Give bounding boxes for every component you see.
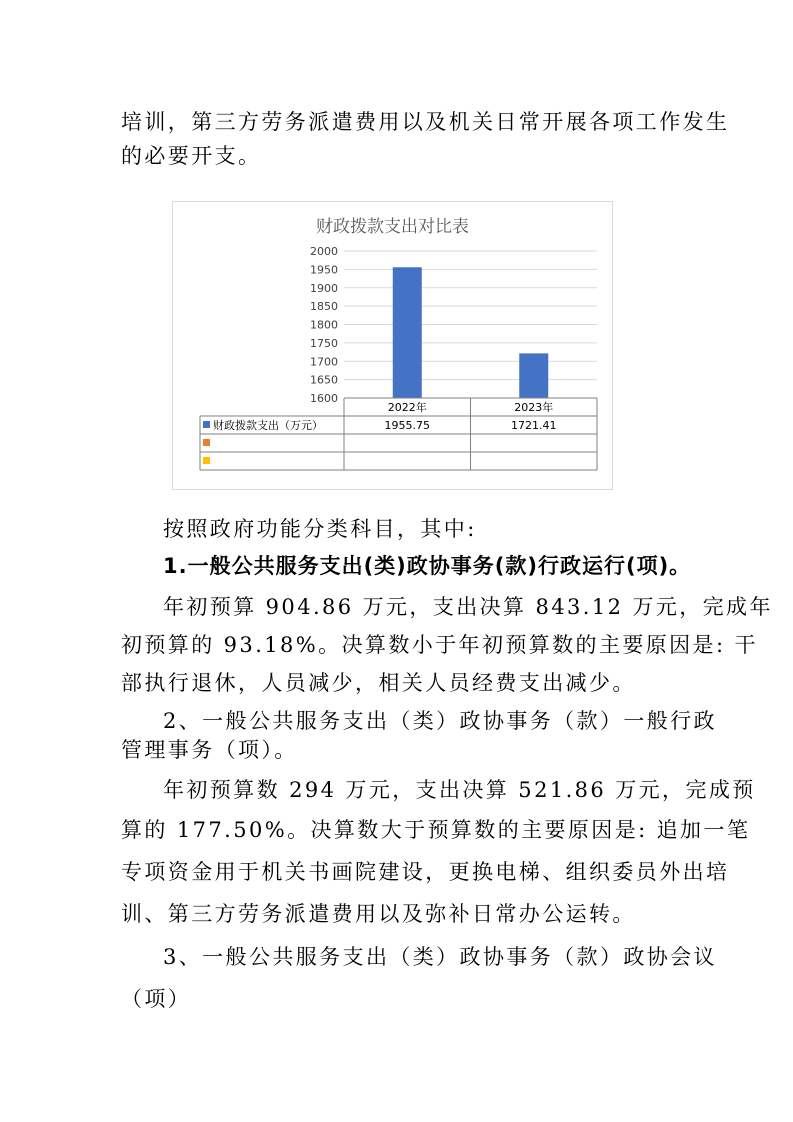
paragraph-3-line-2: 初预算的 93.18%。决算数小于年初预算数的主要原因是: 干: [121, 633, 758, 657]
y-tick-label: 1750: [310, 336, 338, 350]
bar: [393, 267, 422, 398]
paragraph-4-line-1: 年初预算数 294 万元，支出决算 521.86 万元，完成预: [163, 778, 756, 802]
bar-chart: [173, 202, 612, 489]
paragraph-2: 按照政府功能分类科目，其中:: [163, 517, 477, 541]
y-tick-label: 1700: [310, 355, 338, 369]
y-tick-label: 1850: [310, 300, 338, 314]
paragraph-3-line-1: 年初预算 904.86 万元，支出决算 843.12 万元，完成年: [163, 595, 773, 619]
x-category-label: 2023年: [514, 401, 554, 414]
paragraph-3-line-3: 部执行退休，人员减少，相关人员经费支出减少。: [121, 671, 636, 695]
y-tick-label: 1950: [310, 263, 338, 277]
heading-2-line-2: 管理事务（项）。: [121, 738, 298, 762]
heading-3-line-2: （项）: [121, 987, 192, 1011]
legend-key: [203, 421, 210, 428]
data-label: 1955.75: [384, 419, 430, 432]
heading-2-line-1: 2、一般公共服务支出（类）政协事务（款）一般行政: [163, 709, 717, 733]
paragraph-4-line-2: 算的 177.50%。决算数大于预算数的主要原因是: 追加一笔: [121, 818, 751, 842]
data-label: 1721.41: [511, 419, 557, 432]
chart-container: [172, 201, 613, 490]
y-tick-label: 1900: [310, 281, 338, 295]
y-tick-label: 1600: [310, 392, 338, 405]
x-category-label: 2022年: [387, 401, 427, 414]
paragraph-4-line-4: 训、第三方劳务派遣费用以及弥补日常办公运转。: [121, 902, 636, 926]
legend-key: [203, 439, 210, 446]
paragraph-4-line-3: 专项资金用于机关书画院建设，更换电梯、组织委员外出培: [121, 860, 730, 884]
bar: [519, 353, 548, 398]
paragraph-1-line-2: 的必要开支。: [121, 144, 262, 168]
y-tick-label: 2000: [310, 245, 338, 258]
y-tick-label: 1650: [310, 373, 338, 387]
y-tick-label: 1800: [310, 318, 338, 332]
legend-entry: 财政拨款支出（万元）: [213, 419, 323, 432]
heading-3-line-1: 3、一般公共服务支出（类）政协事务（款）政协会议: [163, 945, 717, 969]
heading-1: 1.一般公共服务支出(类)政协事务(款)行政运行(项)。: [163, 554, 692, 578]
legend-key: [203, 457, 210, 464]
paragraph-1-line-1: 培训，第三方劳务派遣费用以及机关日常开展各项工作发生: [121, 110, 730, 134]
chart-title: 财政拨款支出对比表: [316, 217, 469, 237]
